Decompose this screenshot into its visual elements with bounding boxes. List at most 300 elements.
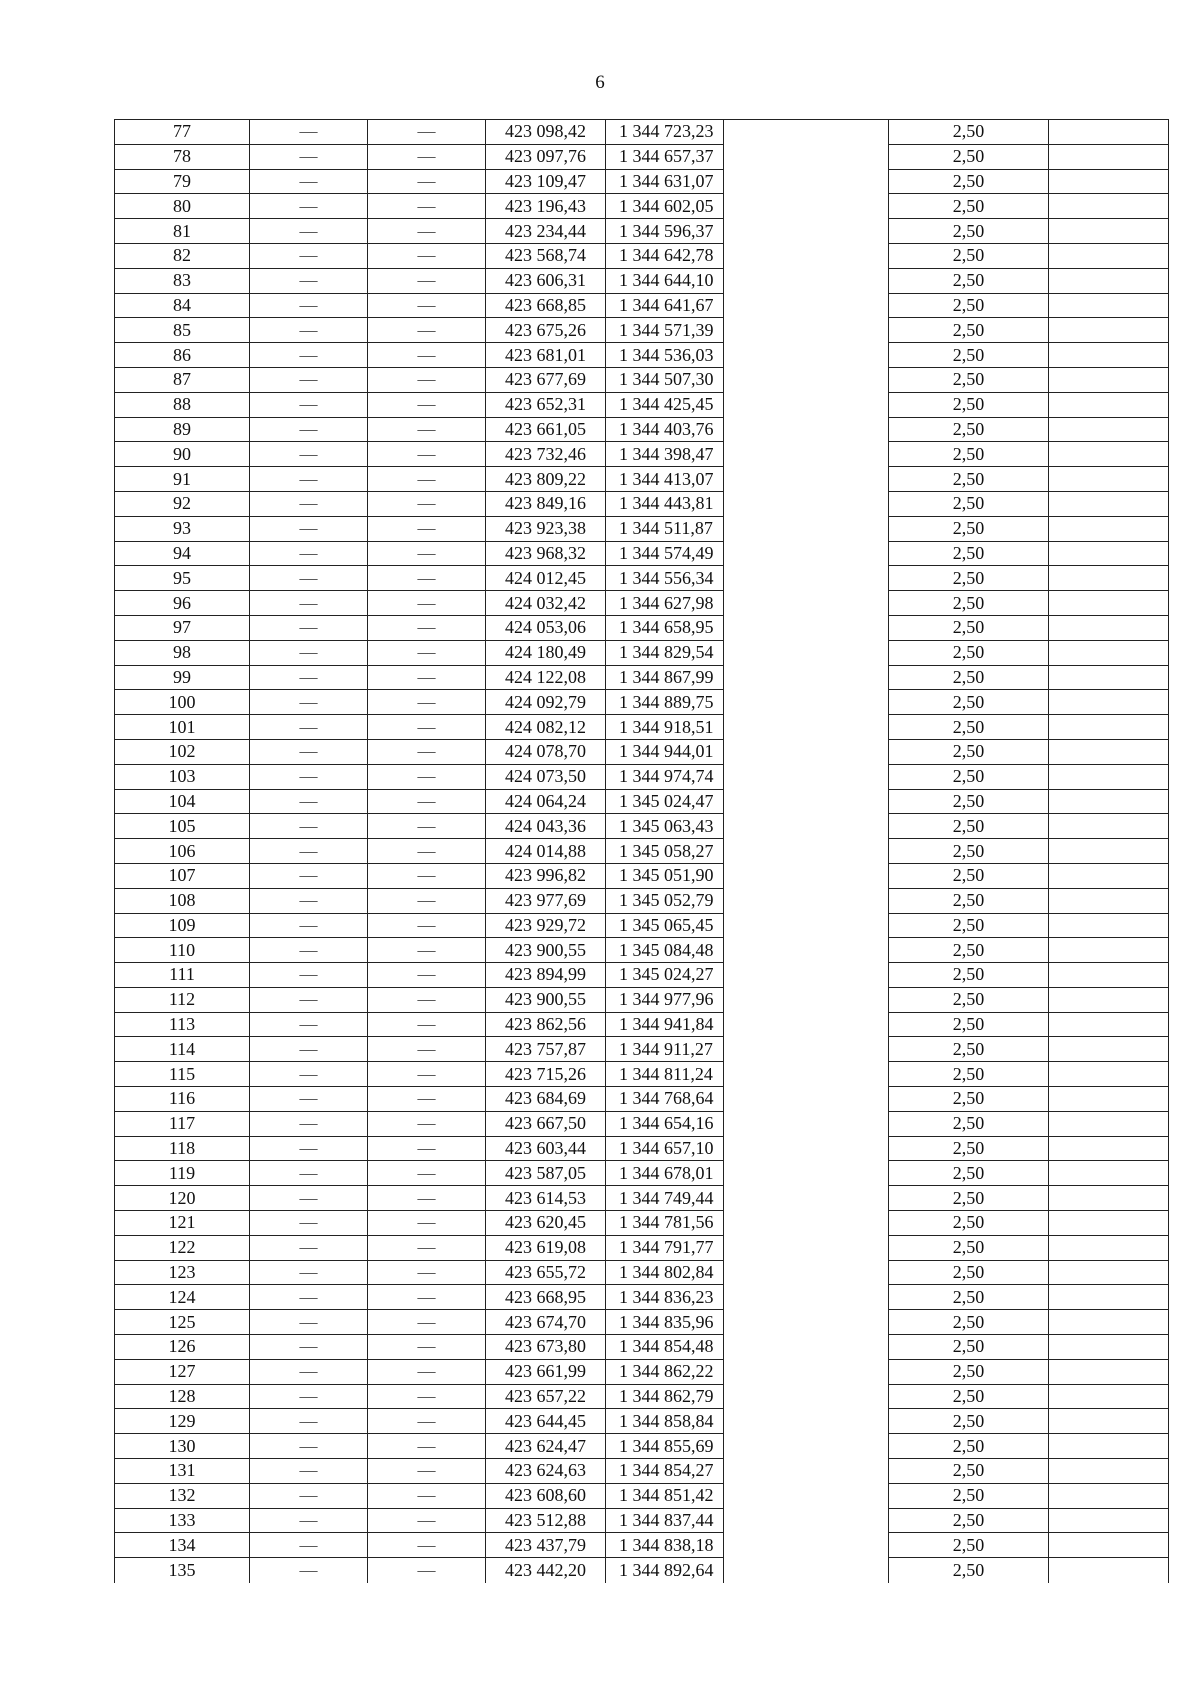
blank-cell xyxy=(724,814,889,839)
accuracy-value-cell: 2,50 xyxy=(889,120,1049,145)
blank-cell xyxy=(1049,1335,1169,1360)
blank-cell xyxy=(724,987,889,1012)
point-number-cell: 99 xyxy=(115,665,250,690)
point-number-cell: 96 xyxy=(115,591,250,616)
accuracy-value-cell: 2,50 xyxy=(889,1186,1049,1211)
accuracy-value-cell: 2,50 xyxy=(889,1384,1049,1409)
empty-dash-cell: — xyxy=(368,1087,486,1112)
y-coordinate-cell: 1 344 854,48 xyxy=(606,1335,724,1360)
empty-dash-cell: — xyxy=(250,1459,368,1484)
table-row xyxy=(115,144,1169,169)
table-row xyxy=(115,863,1169,888)
table-row xyxy=(115,1359,1169,1384)
y-coordinate-cell: 1 345 084,48 xyxy=(606,938,724,963)
empty-dash-cell: — xyxy=(368,120,486,145)
point-number-cell: 105 xyxy=(115,814,250,839)
empty-dash-cell: — xyxy=(368,1459,486,1484)
point-number-cell: 86 xyxy=(115,343,250,368)
table-row xyxy=(115,1062,1169,1087)
empty-dash-cell: — xyxy=(250,467,368,492)
table-row xyxy=(115,1409,1169,1434)
empty-dash-cell: — xyxy=(368,566,486,591)
point-number-cell: 84 xyxy=(115,293,250,318)
empty-dash-cell: — xyxy=(250,491,368,516)
point-number-cell: 88 xyxy=(115,392,250,417)
accuracy-value-cell: 2,50 xyxy=(889,1335,1049,1360)
accuracy-value-cell: 2,50 xyxy=(889,839,1049,864)
blank-cell xyxy=(724,1136,889,1161)
empty-dash-cell: — xyxy=(368,1285,486,1310)
empty-dash-cell: — xyxy=(250,1211,368,1236)
table-row xyxy=(115,1558,1169,1583)
blank-cell xyxy=(724,1087,889,1112)
y-coordinate-cell: 1 344 862,22 xyxy=(606,1359,724,1384)
empty-dash-cell: — xyxy=(250,1558,368,1583)
table-row xyxy=(115,913,1169,938)
table-row xyxy=(115,1335,1169,1360)
point-number-cell: 85 xyxy=(115,318,250,343)
empty-dash-cell: — xyxy=(250,169,368,194)
point-number-cell: 121 xyxy=(115,1211,250,1236)
accuracy-value-cell: 2,50 xyxy=(889,591,1049,616)
y-coordinate-cell: 1 345 065,45 xyxy=(606,913,724,938)
x-coordinate-cell: 423 684,69 xyxy=(486,1087,606,1112)
y-coordinate-cell: 1 344 802,84 xyxy=(606,1260,724,1285)
accuracy-value-cell: 2,50 xyxy=(889,194,1049,219)
empty-dash-cell: — xyxy=(250,442,368,467)
empty-dash-cell: — xyxy=(368,343,486,368)
blank-cell xyxy=(724,764,889,789)
x-coordinate-cell: 423 437,79 xyxy=(486,1533,606,1558)
y-coordinate-cell: 1 344 413,07 xyxy=(606,467,724,492)
blank-cell xyxy=(724,1211,889,1236)
x-coordinate-cell: 423 196,43 xyxy=(486,194,606,219)
empty-dash-cell: — xyxy=(368,987,486,1012)
accuracy-value-cell: 2,50 xyxy=(889,789,1049,814)
y-coordinate-cell: 1 344 768,64 xyxy=(606,1087,724,1112)
empty-dash-cell: — xyxy=(250,219,368,244)
accuracy-value-cell: 2,50 xyxy=(889,491,1049,516)
empty-dash-cell: — xyxy=(250,888,368,913)
table-row xyxy=(115,839,1169,864)
point-number-cell: 111 xyxy=(115,963,250,988)
x-coordinate-cell: 423 606,31 xyxy=(486,268,606,293)
point-number-cell: 100 xyxy=(115,690,250,715)
y-coordinate-cell: 1 344 974,74 xyxy=(606,764,724,789)
accuracy-value-cell: 2,50 xyxy=(889,1434,1049,1459)
point-number-cell: 107 xyxy=(115,863,250,888)
blank-cell xyxy=(1049,144,1169,169)
point-number-cell: 89 xyxy=(115,417,250,442)
accuracy-value-cell: 2,50 xyxy=(889,1111,1049,1136)
accuracy-value-cell: 2,50 xyxy=(889,1037,1049,1062)
point-number-cell: 125 xyxy=(115,1310,250,1335)
point-number-cell: 134 xyxy=(115,1533,250,1558)
empty-dash-cell: — xyxy=(368,888,486,913)
accuracy-value-cell: 2,50 xyxy=(889,1062,1049,1087)
blank-cell xyxy=(724,566,889,591)
point-number-cell: 114 xyxy=(115,1037,250,1062)
empty-dash-cell: — xyxy=(250,814,368,839)
empty-dash-cell: — xyxy=(368,963,486,988)
table-row xyxy=(115,1483,1169,1508)
empty-dash-cell: — xyxy=(250,963,368,988)
point-number-cell: 93 xyxy=(115,516,250,541)
blank-cell xyxy=(1049,863,1169,888)
empty-dash-cell: — xyxy=(368,219,486,244)
blank-cell xyxy=(724,417,889,442)
blank-cell xyxy=(1049,1359,1169,1384)
x-coordinate-cell: 423 923,38 xyxy=(486,516,606,541)
blank-cell xyxy=(724,541,889,566)
point-number-cell: 133 xyxy=(115,1508,250,1533)
table-row xyxy=(115,764,1169,789)
blank-cell xyxy=(1049,293,1169,318)
x-coordinate-cell: 423 900,55 xyxy=(486,938,606,963)
blank-cell xyxy=(1049,392,1169,417)
y-coordinate-cell: 1 344 941,84 xyxy=(606,1012,724,1037)
empty-dash-cell: — xyxy=(250,987,368,1012)
y-coordinate-cell: 1 344 574,49 xyxy=(606,541,724,566)
y-coordinate-cell: 1 344 596,37 xyxy=(606,219,724,244)
table-row xyxy=(115,442,1169,467)
accuracy-value-cell: 2,50 xyxy=(889,467,1049,492)
table-row xyxy=(115,194,1169,219)
table-row xyxy=(115,1260,1169,1285)
blank-cell xyxy=(724,1161,889,1186)
blank-cell xyxy=(1049,1384,1169,1409)
x-coordinate-cell: 424 073,50 xyxy=(486,764,606,789)
y-coordinate-cell: 1 344 836,23 xyxy=(606,1285,724,1310)
empty-dash-cell: — xyxy=(250,1087,368,1112)
x-coordinate-cell: 423 655,72 xyxy=(486,1260,606,1285)
empty-dash-cell: — xyxy=(250,789,368,814)
blank-cell xyxy=(724,1434,889,1459)
x-coordinate-cell: 423 603,44 xyxy=(486,1136,606,1161)
table-row xyxy=(115,1459,1169,1484)
x-coordinate-cell: 423 614,53 xyxy=(486,1186,606,1211)
table-row xyxy=(115,491,1169,516)
x-coordinate-cell: 423 097,76 xyxy=(486,144,606,169)
y-coordinate-cell: 1 344 556,34 xyxy=(606,566,724,591)
y-coordinate-cell: 1 344 443,81 xyxy=(606,491,724,516)
table-row xyxy=(115,1285,1169,1310)
empty-dash-cell: — xyxy=(250,194,368,219)
empty-dash-cell: — xyxy=(250,1483,368,1508)
y-coordinate-cell: 1 344 862,79 xyxy=(606,1384,724,1409)
accuracy-value-cell: 2,50 xyxy=(889,1087,1049,1112)
table-row xyxy=(115,1533,1169,1558)
accuracy-value-cell: 2,50 xyxy=(889,615,1049,640)
blank-cell xyxy=(724,1459,889,1484)
x-coordinate-cell: 423 657,22 xyxy=(486,1384,606,1409)
accuracy-value-cell: 2,50 xyxy=(889,516,1049,541)
empty-dash-cell: — xyxy=(250,1260,368,1285)
accuracy-value-cell: 2,50 xyxy=(889,764,1049,789)
empty-dash-cell: — xyxy=(368,392,486,417)
accuracy-value-cell: 2,50 xyxy=(889,169,1049,194)
x-coordinate-cell: 423 619,08 xyxy=(486,1235,606,1260)
empty-dash-cell: — xyxy=(368,1483,486,1508)
blank-cell xyxy=(724,1384,889,1409)
page-number: 6 xyxy=(595,72,605,93)
y-coordinate-cell: 1 344 536,03 xyxy=(606,343,724,368)
y-coordinate-cell: 1 344 781,56 xyxy=(606,1211,724,1236)
accuracy-value-cell: 2,50 xyxy=(889,392,1049,417)
point-number-cell: 120 xyxy=(115,1186,250,1211)
empty-dash-cell: — xyxy=(368,1409,486,1434)
blank-cell xyxy=(1049,318,1169,343)
empty-dash-cell: — xyxy=(250,268,368,293)
y-coordinate-cell: 1 344 511,87 xyxy=(606,516,724,541)
table-body xyxy=(115,120,1169,1583)
table-row xyxy=(115,541,1169,566)
table-row xyxy=(115,219,1169,244)
point-number-cell: 108 xyxy=(115,888,250,913)
empty-dash-cell: — xyxy=(368,417,486,442)
accuracy-value-cell: 2,50 xyxy=(889,1012,1049,1037)
point-number-cell: 81 xyxy=(115,219,250,244)
empty-dash-cell: — xyxy=(368,144,486,169)
accuracy-value-cell: 2,50 xyxy=(889,987,1049,1012)
x-coordinate-cell: 423 849,16 xyxy=(486,491,606,516)
accuracy-value-cell: 2,50 xyxy=(889,739,1049,764)
empty-dash-cell: — xyxy=(368,591,486,616)
accuracy-value-cell: 2,50 xyxy=(889,665,1049,690)
accuracy-value-cell: 2,50 xyxy=(889,442,1049,467)
point-number-cell: 106 xyxy=(115,839,250,864)
blank-cell xyxy=(1049,1235,1169,1260)
table-row xyxy=(115,169,1169,194)
y-coordinate-cell: 1 344 838,18 xyxy=(606,1533,724,1558)
empty-dash-cell: — xyxy=(250,1508,368,1533)
x-coordinate-cell: 424 122,08 xyxy=(486,665,606,690)
accuracy-value-cell: 2,50 xyxy=(889,268,1049,293)
y-coordinate-cell: 1 344 657,10 xyxy=(606,1136,724,1161)
blank-cell xyxy=(724,1037,889,1062)
y-coordinate-cell: 1 344 835,96 xyxy=(606,1310,724,1335)
empty-dash-cell: — xyxy=(368,938,486,963)
blank-cell xyxy=(1049,442,1169,467)
accuracy-value-cell: 2,50 xyxy=(889,690,1049,715)
accuracy-value-cell: 2,50 xyxy=(889,243,1049,268)
x-coordinate-cell: 424 053,06 xyxy=(486,615,606,640)
empty-dash-cell: — xyxy=(250,1161,368,1186)
blank-cell xyxy=(1049,739,1169,764)
empty-dash-cell: — xyxy=(250,1434,368,1459)
empty-dash-cell: — xyxy=(368,1310,486,1335)
point-number-cell: 103 xyxy=(115,764,250,789)
blank-cell xyxy=(1049,343,1169,368)
empty-dash-cell: — xyxy=(250,120,368,145)
empty-dash-cell: — xyxy=(368,640,486,665)
empty-dash-cell: — xyxy=(368,1260,486,1285)
blank-cell xyxy=(724,1310,889,1335)
blank-cell xyxy=(1049,690,1169,715)
blank-cell xyxy=(724,219,889,244)
empty-dash-cell: — xyxy=(368,789,486,814)
x-coordinate-cell: 423 109,47 xyxy=(486,169,606,194)
empty-dash-cell: — xyxy=(250,1136,368,1161)
blank-cell xyxy=(724,863,889,888)
empty-dash-cell: — xyxy=(368,739,486,764)
table-row xyxy=(115,665,1169,690)
table-row xyxy=(115,467,1169,492)
y-coordinate-cell: 1 344 398,47 xyxy=(606,442,724,467)
y-coordinate-cell: 1 345 063,43 xyxy=(606,814,724,839)
table-row xyxy=(115,690,1169,715)
empty-dash-cell: — xyxy=(250,417,368,442)
x-coordinate-cell: 423 681,01 xyxy=(486,343,606,368)
coordinates-table xyxy=(114,119,1169,1583)
empty-dash-cell: — xyxy=(368,1558,486,1583)
x-coordinate-cell: 424 043,36 xyxy=(486,814,606,839)
table-row xyxy=(115,392,1169,417)
blank-cell xyxy=(724,963,889,988)
blank-cell xyxy=(1049,1136,1169,1161)
table-row xyxy=(115,640,1169,665)
empty-dash-cell: — xyxy=(368,467,486,492)
empty-dash-cell: — xyxy=(250,615,368,640)
y-coordinate-cell: 1 344 918,51 xyxy=(606,715,724,740)
blank-cell xyxy=(1049,615,1169,640)
blank-cell xyxy=(1049,1533,1169,1558)
blank-cell xyxy=(724,120,889,145)
y-coordinate-cell: 1 344 678,01 xyxy=(606,1161,724,1186)
accuracy-value-cell: 2,50 xyxy=(889,1483,1049,1508)
table-row xyxy=(115,1384,1169,1409)
table-row xyxy=(115,715,1169,740)
accuracy-value-cell: 2,50 xyxy=(889,1285,1049,1310)
point-number-cell: 117 xyxy=(115,1111,250,1136)
empty-dash-cell: — xyxy=(368,243,486,268)
accuracy-value-cell: 2,50 xyxy=(889,1459,1049,1484)
x-coordinate-cell: 423 661,99 xyxy=(486,1359,606,1384)
point-number-cell: 83 xyxy=(115,268,250,293)
x-coordinate-cell: 424 180,49 xyxy=(486,640,606,665)
blank-cell xyxy=(724,1359,889,1384)
x-coordinate-cell: 423 568,74 xyxy=(486,243,606,268)
blank-cell xyxy=(1049,1483,1169,1508)
x-coordinate-cell: 424 032,42 xyxy=(486,591,606,616)
blank-cell xyxy=(724,1508,889,1533)
blank-cell xyxy=(1049,1508,1169,1533)
blank-cell xyxy=(1049,1558,1169,1583)
table-row xyxy=(115,1037,1169,1062)
blank-cell xyxy=(724,144,889,169)
empty-dash-cell: — xyxy=(368,194,486,219)
empty-dash-cell: — xyxy=(250,566,368,591)
blank-cell xyxy=(724,243,889,268)
blank-cell xyxy=(724,392,889,417)
empty-dash-cell: — xyxy=(368,615,486,640)
accuracy-value-cell: 2,50 xyxy=(889,1508,1049,1533)
empty-dash-cell: — xyxy=(368,1012,486,1037)
y-coordinate-cell: 1 344 642,78 xyxy=(606,243,724,268)
point-number-cell: 104 xyxy=(115,789,250,814)
y-coordinate-cell: 1 344 749,44 xyxy=(606,1186,724,1211)
blank-cell xyxy=(1049,417,1169,442)
blank-cell xyxy=(724,343,889,368)
empty-dash-cell: — xyxy=(250,392,368,417)
x-coordinate-cell: 423 644,45 xyxy=(486,1409,606,1434)
empty-dash-cell: — xyxy=(250,1012,368,1037)
empty-dash-cell: — xyxy=(250,1235,368,1260)
x-coordinate-cell: 423 673,80 xyxy=(486,1335,606,1360)
y-coordinate-cell: 1 345 024,27 xyxy=(606,963,724,988)
empty-dash-cell: — xyxy=(250,665,368,690)
point-number-cell: 123 xyxy=(115,1260,250,1285)
x-coordinate-cell: 423 624,47 xyxy=(486,1434,606,1459)
x-coordinate-cell: 423 715,26 xyxy=(486,1062,606,1087)
empty-dash-cell: — xyxy=(250,715,368,740)
x-coordinate-cell: 424 082,12 xyxy=(486,715,606,740)
point-number-cell: 131 xyxy=(115,1459,250,1484)
blank-cell xyxy=(1049,491,1169,516)
x-coordinate-cell: 424 092,79 xyxy=(486,690,606,715)
table-row xyxy=(115,963,1169,988)
blank-cell xyxy=(724,1111,889,1136)
accuracy-value-cell: 2,50 xyxy=(889,541,1049,566)
blank-cell xyxy=(1049,1037,1169,1062)
empty-dash-cell: — xyxy=(250,367,368,392)
blank-cell xyxy=(1049,764,1169,789)
blank-cell xyxy=(1049,268,1169,293)
x-coordinate-cell: 423 624,63 xyxy=(486,1459,606,1484)
point-number-cell: 126 xyxy=(115,1335,250,1360)
x-coordinate-cell: 423 929,72 xyxy=(486,913,606,938)
point-number-cell: 91 xyxy=(115,467,250,492)
blank-cell xyxy=(724,1533,889,1558)
x-coordinate-cell: 423 512,88 xyxy=(486,1508,606,1533)
table-row xyxy=(115,1087,1169,1112)
blank-cell xyxy=(1049,1285,1169,1310)
empty-dash-cell: — xyxy=(250,1359,368,1384)
empty-dash-cell: — xyxy=(368,715,486,740)
table-row xyxy=(115,739,1169,764)
x-coordinate-cell: 423 668,95 xyxy=(486,1285,606,1310)
empty-dash-cell: — xyxy=(250,1310,368,1335)
point-number-cell: 124 xyxy=(115,1285,250,1310)
blank-cell xyxy=(724,615,889,640)
x-coordinate-cell: 423 234,44 xyxy=(486,219,606,244)
empty-dash-cell: — xyxy=(250,293,368,318)
accuracy-value-cell: 2,50 xyxy=(889,293,1049,318)
empty-dash-cell: — xyxy=(368,1161,486,1186)
blank-cell xyxy=(724,516,889,541)
blank-cell xyxy=(724,1186,889,1211)
empty-dash-cell: — xyxy=(368,491,486,516)
table-row xyxy=(115,1235,1169,1260)
empty-dash-cell: — xyxy=(250,1335,368,1360)
table-row xyxy=(115,591,1169,616)
blank-cell xyxy=(724,1335,889,1360)
y-coordinate-cell: 1 345 052,79 xyxy=(606,888,724,913)
blank-cell xyxy=(724,194,889,219)
empty-dash-cell: — xyxy=(368,268,486,293)
y-coordinate-cell: 1 344 911,27 xyxy=(606,1037,724,1062)
point-number-cell: 128 xyxy=(115,1384,250,1409)
y-coordinate-cell: 1 345 051,90 xyxy=(606,863,724,888)
y-coordinate-cell: 1 344 644,10 xyxy=(606,268,724,293)
blank-cell xyxy=(724,1260,889,1285)
blank-cell xyxy=(1049,516,1169,541)
point-number-cell: 135 xyxy=(115,1558,250,1583)
point-number-cell: 132 xyxy=(115,1483,250,1508)
point-number-cell: 102 xyxy=(115,739,250,764)
table-row xyxy=(115,318,1169,343)
y-coordinate-cell: 1 344 851,42 xyxy=(606,1483,724,1508)
